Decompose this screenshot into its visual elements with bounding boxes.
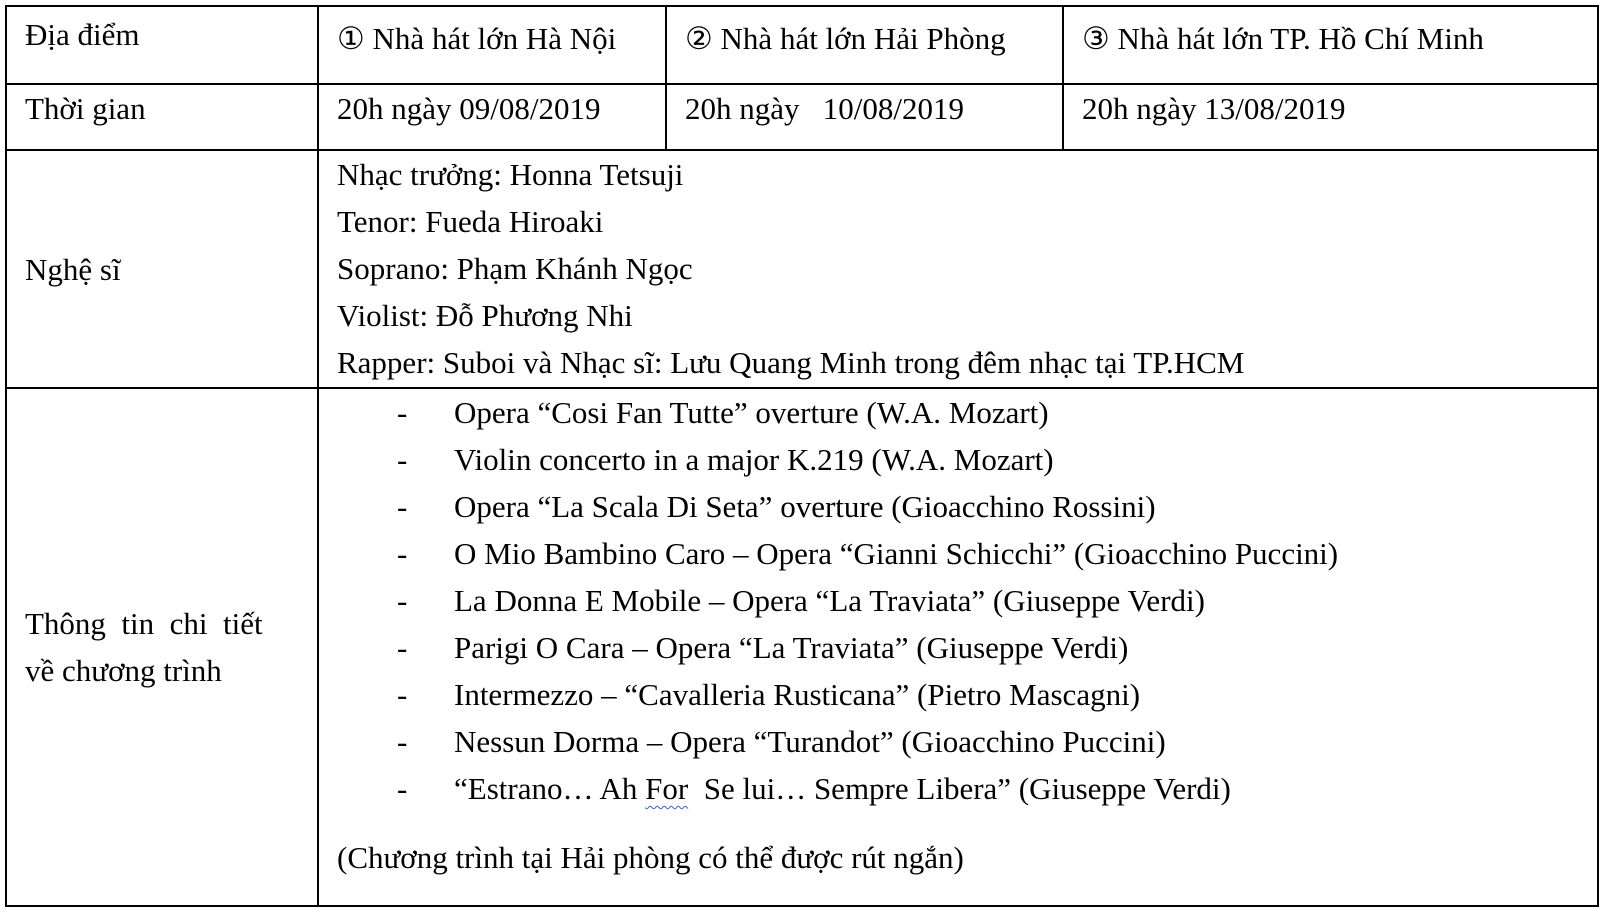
spellcheck-underlined-word: For (645, 771, 689, 806)
artist-violist: Violist: Đỗ Phương Nhi (337, 298, 633, 333)
row-program (6, 388, 1598, 906)
artists-list (319, 151, 1597, 386)
artist-soprano: Soprano: Phạm Khánh Ngọc (337, 251, 693, 286)
list-item (319, 577, 1597, 624)
bullet-dash: - (397, 724, 408, 759)
list-item (319, 436, 1597, 483)
program-label-line1: Thông tin chi tiết (25, 606, 263, 641)
bullet-dash: - (397, 771, 408, 806)
program-item-text: Parigi O Cara – Opera “La Traviata” (Giuseppe Verdi) (454, 630, 1129, 665)
program-list (319, 389, 1597, 812)
time-haiphong: 20h ngày 10/08/2019 (685, 91, 964, 126)
location-label-cell (6, 6, 318, 84)
row-location (6, 6, 1598, 84)
bullet-dash: - (397, 630, 408, 665)
time-cell-hanoi (318, 84, 666, 150)
bullet-dash: - (397, 536, 408, 571)
program-item-text: Nessun Dorma – Opera “Turandot” (Gioacchino Puccini) (454, 724, 1166, 759)
artists-label: Nghệ sĩ (25, 251, 121, 287)
list-item (319, 718, 1597, 765)
program-item-text: Violin concerto in a major K.219 (W.A. Mozart) (454, 442, 1054, 477)
time-cell-hcmc (1063, 84, 1598, 150)
list-item (319, 765, 1597, 812)
bullet-dash: - (397, 583, 408, 618)
venue-hcmc: ③ Nhà hát lớn TP. Hồ Chí Minh (1082, 21, 1484, 56)
time-hcmc: 20h ngày 13/08/2019 (1082, 91, 1346, 126)
venue-cell-haiphong (666, 6, 1063, 84)
list-item (319, 389, 1597, 436)
time-label-cell (6, 84, 318, 150)
row-time (6, 84, 1598, 150)
venue-hanoi: ① Nhà hát lớn Hà Nội (337, 21, 617, 56)
program-label-line2: về chương trình (25, 653, 222, 688)
artists-label-cell (6, 150, 318, 388)
time-cell-haiphong (666, 84, 1063, 150)
row-artists (6, 150, 1598, 388)
bullet-dash: - (397, 677, 408, 712)
bullet-dash: - (397, 442, 408, 477)
list-item (319, 483, 1597, 530)
bullet-dash: - (397, 395, 408, 430)
location-label: Địa điểm (25, 17, 140, 52)
program-cell (318, 388, 1598, 906)
program-note: (Chương trình tại Hải phòng có thể được rút ngắn) (337, 840, 964, 875)
bullet-dash: - (397, 489, 408, 524)
program-item-text-c: Se lui… Sempre Libera” (Giuseppe Verdi) (688, 771, 1231, 806)
program-item-text: Opera “Cosi Fan Tutte” overture (W.A. Mozart) (454, 395, 1049, 430)
venue-cell-hanoi (318, 6, 666, 84)
time-label: Thời gian (25, 91, 146, 126)
program-item-text: Opera “La Scala Di Seta” overture (Gioacchino Rossini) (454, 489, 1156, 524)
program-item-text: La Donna E Mobile – Opera “La Traviata” (Giuseppe Verdi) (454, 583, 1205, 618)
time-hanoi: 20h ngày 09/08/2019 (337, 91, 601, 126)
concert-info-table (5, 5, 1599, 907)
venue-cell-hcmc (1063, 6, 1598, 84)
artist-rapper: Rapper: Suboi và Nhạc sĩ: Lưu Quang Minh trong đêm nhạc tại TP.HCM (337, 345, 1245, 380)
program-item-text: O Mio Bambino Caro – Opera “Gianni Schicchi” (Gioacchino Puccini) (454, 536, 1339, 571)
list-item (319, 624, 1597, 671)
program-item-text-a: “Estrano… Ah (454, 771, 646, 806)
program-item-text: Intermezzo – “Cavalleria Rusticana” (Pietro Mascagni) (454, 677, 1141, 712)
artist-conductor: Nhạc trưởng: Honna Tetsuji (337, 157, 684, 192)
program-label-cell (6, 388, 318, 906)
venue-haiphong: ② Nhà hát lớn Hải Phòng (685, 21, 1006, 56)
list-item (319, 671, 1597, 718)
artists-cell (318, 150, 1598, 388)
list-item (319, 530, 1597, 577)
artist-tenor: Tenor: Fueda Hiroaki (337, 204, 604, 239)
